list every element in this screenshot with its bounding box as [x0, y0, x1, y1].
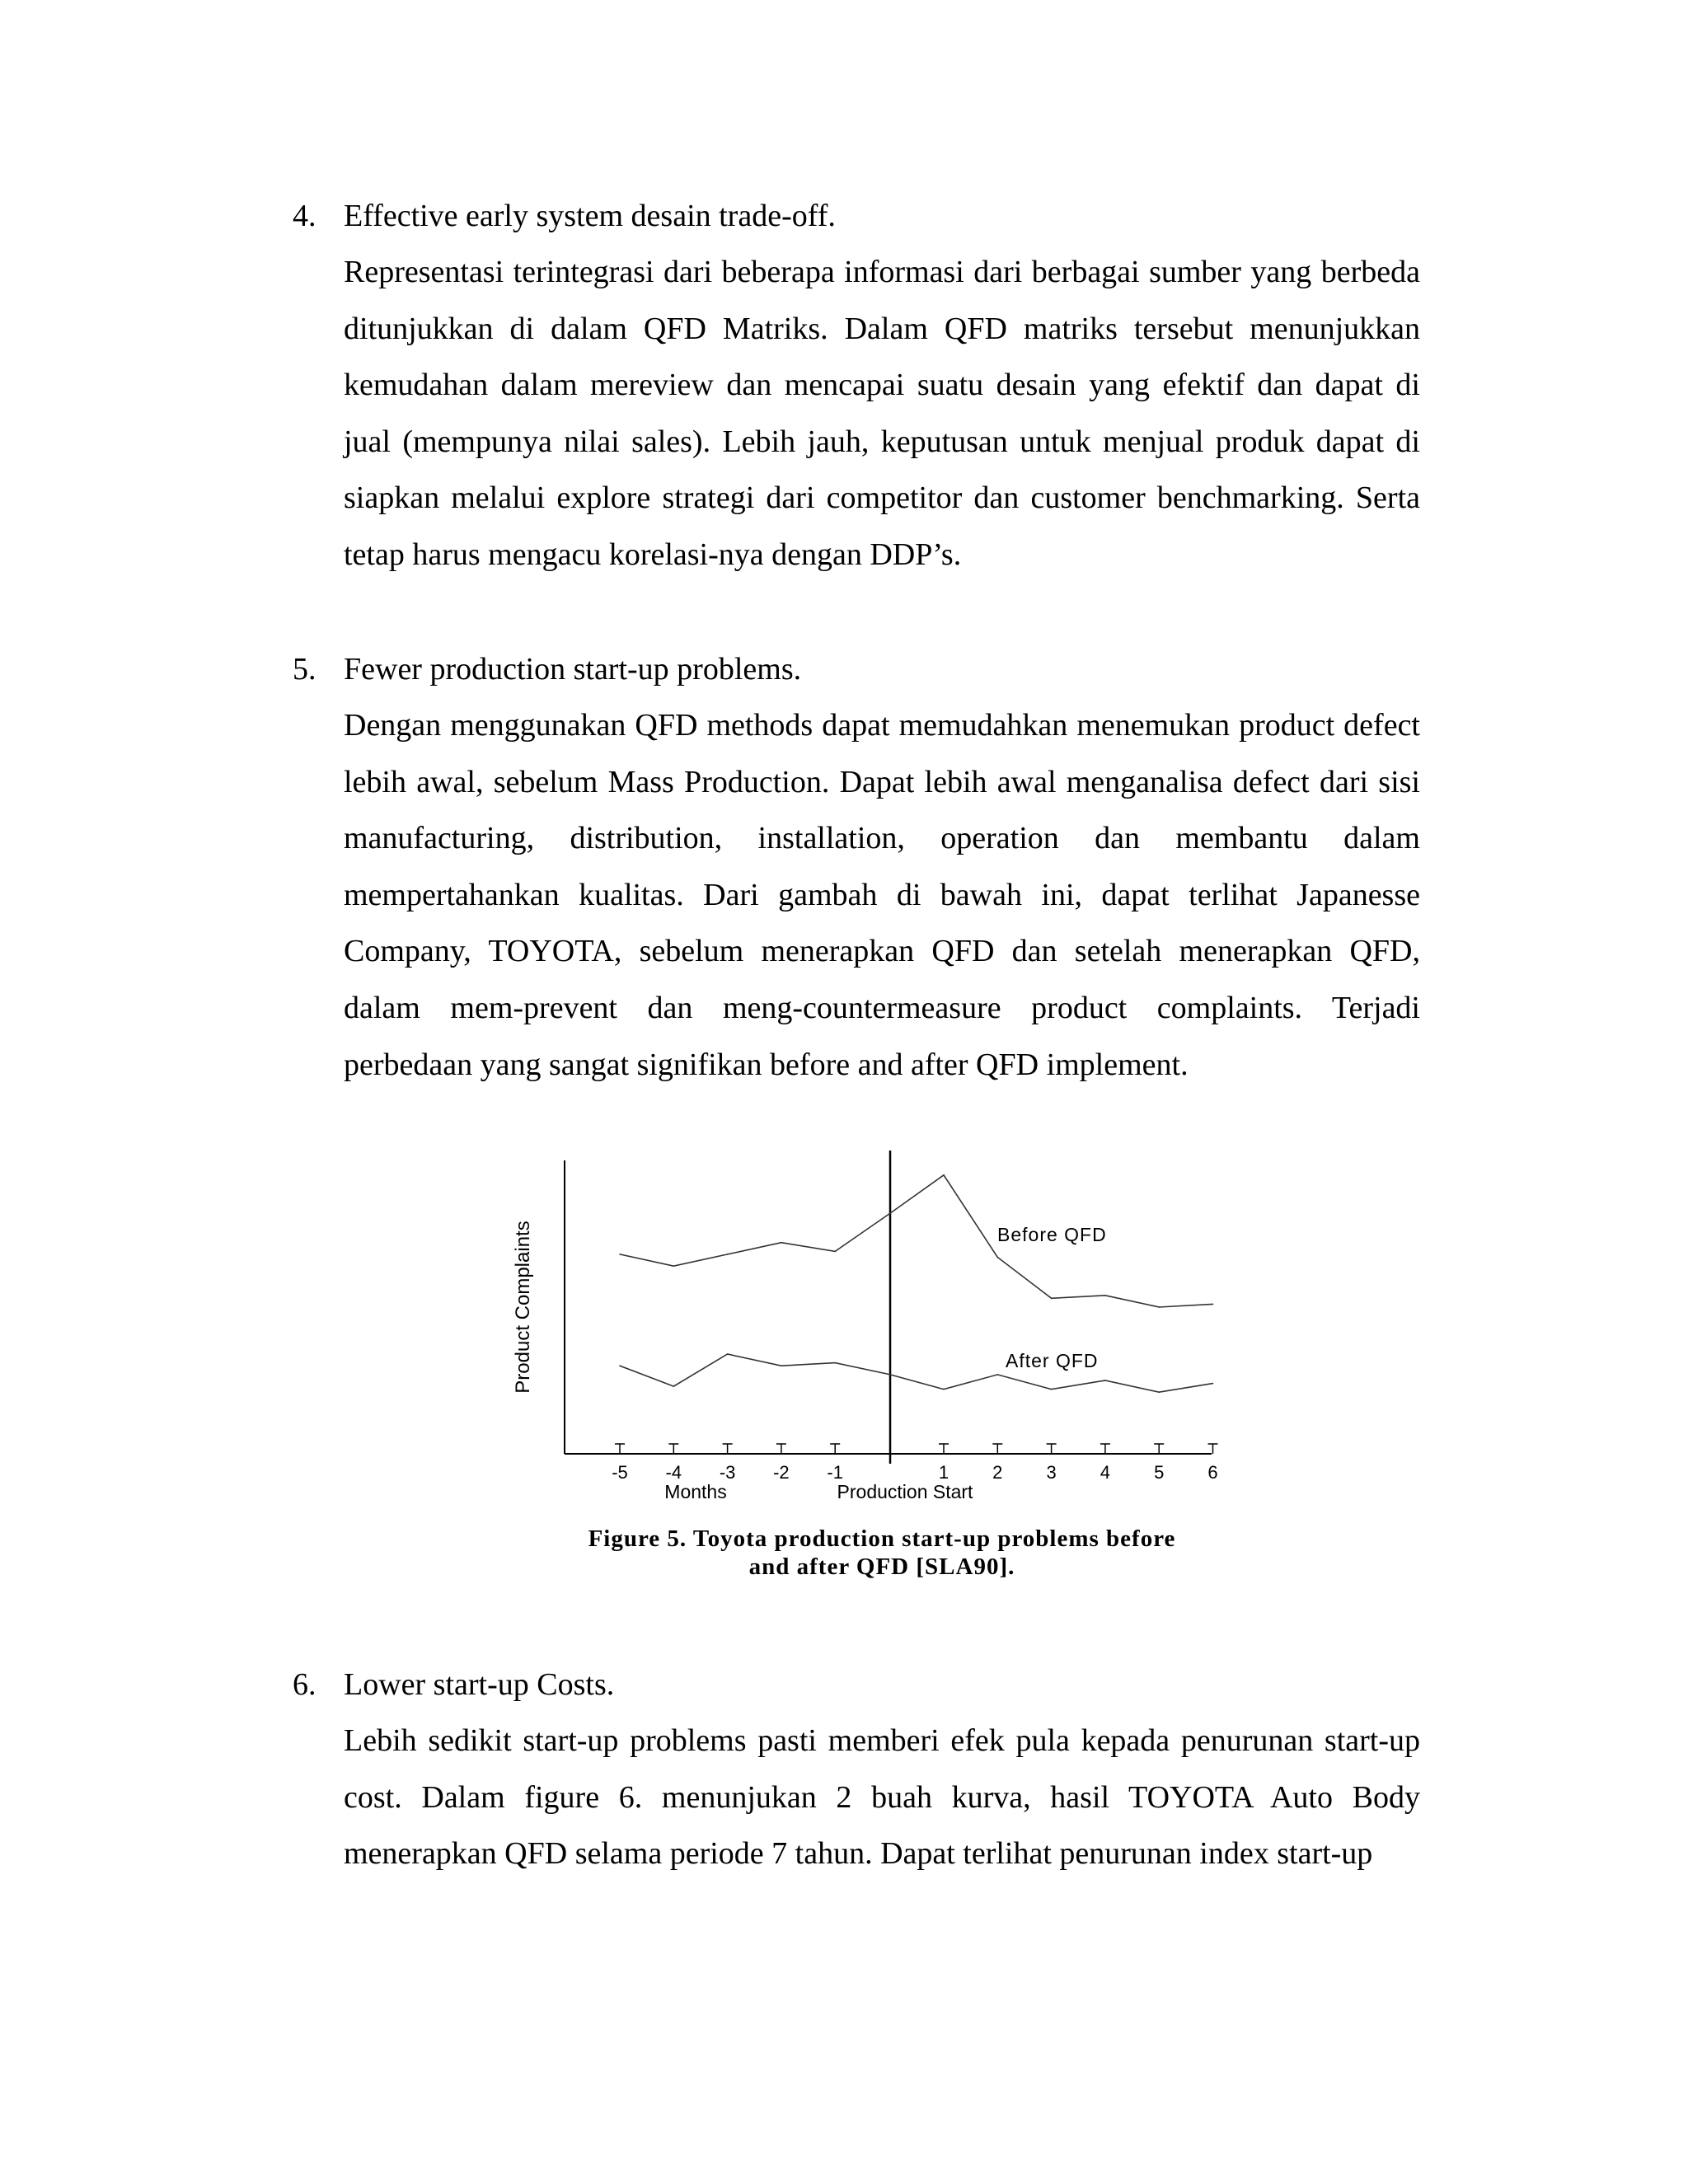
- caption-line-2: and after QFD [SLA90].: [748, 1554, 1015, 1580]
- x-tick-label: 2: [992, 1462, 1003, 1483]
- data-point: [781, 1242, 782, 1244]
- item-title: Lower start-up Costs.: [344, 1667, 615, 1702]
- x-tick-label: -3: [719, 1462, 736, 1483]
- x-tick-label: 4: [1100, 1462, 1111, 1483]
- x-tick-label: -1: [827, 1462, 843, 1483]
- x-tick-label: -5: [612, 1462, 628, 1483]
- data-point: [727, 1353, 729, 1355]
- x-tick-label: 6: [1207, 1462, 1218, 1483]
- data-point: [1051, 1389, 1053, 1390]
- data-point: [834, 1362, 836, 1364]
- data-point: [619, 1254, 621, 1255]
- item-title: Fewer production start-up problems.: [344, 652, 802, 687]
- data-point: [1104, 1380, 1106, 1381]
- series-label: Before QFD: [997, 1224, 1107, 1245]
- item-number: 4.: [293, 199, 316, 233]
- series-label: After QFD: [1006, 1350, 1099, 1371]
- data-point: [673, 1385, 675, 1387]
- caption-line-1: Figure 5. Toyota production start-up problems before: [588, 1526, 1176, 1552]
- data-point: [1158, 1306, 1160, 1308]
- item-number: 6.: [293, 1667, 316, 1702]
- data-point: [1212, 1383, 1214, 1385]
- x-tick-label: -4: [665, 1462, 682, 1483]
- data-point: [1051, 1298, 1053, 1300]
- data-point: [1104, 1295, 1106, 1296]
- data-point: [943, 1174, 945, 1176]
- data-point: [997, 1374, 999, 1376]
- item-paragraph: Representasi terintegrasi dari beberapa informasi dari berbagai sumber yang berbeda ditunjukkan di dalam QFD Matriks. Dalam QFD matriks tersebut menunjukkan kemudahan dalam mereview dan mencapai suatu desain yang efektif dan dapat di jual (mempunya nilai sales). Lebih jauh, keputusan untuk menjual produk dapat di siapkan melalui explore strategi dari competitor dan customer benchmarking. Serta tetap harus mengacu korelasi-nya dengan DDP’s.: [344, 255, 1420, 572]
- x-tick-label: 3: [1046, 1462, 1057, 1483]
- x-axis-label-months: Months: [664, 1481, 727, 1502]
- data-point: [943, 1389, 945, 1390]
- y-axis-label: Product Complaints: [512, 1221, 534, 1394]
- figure-5: [486, 1146, 1294, 1591]
- figure-caption: [486, 1525, 1278, 1581]
- x-tick-label: 1: [938, 1462, 950, 1483]
- data-point: [1212, 1304, 1214, 1305]
- x-tick-label: 5: [1154, 1462, 1165, 1483]
- data-point: [727, 1254, 729, 1255]
- data-point: [673, 1265, 675, 1267]
- item-paragraph: Dengan menggunakan QFD methods dapat memudahkan menemukan product defect lebih awal, sebelum Mass Production. Dapat lebih awal menganalisa defect dari sisi manufacturing, distribution, installation, operation dan membantu dalam mempertahankan kualitas. Dari gambah di bawah ini, dapat terlihat Japanesse Company, TOYOTA, sebelum menerapkan QFD dan setelah menerapkan QFD, dalam mem-prevent dan meng-countermeasure product complaints. Terjadi perbedaan yang sangat signifikan before and after QFD implement.: [344, 708, 1420, 1082]
- item-number: 5.: [293, 652, 316, 687]
- x-axis-label-production-start: Production Start: [837, 1481, 973, 1502]
- series-line-before-qfd: [620, 1175, 1213, 1307]
- data-point: [619, 1365, 621, 1366]
- data-point: [1158, 1391, 1160, 1393]
- x-tick-label: -2: [773, 1462, 790, 1483]
- data-point: [997, 1257, 999, 1258]
- data-point: [889, 1374, 891, 1376]
- line-chart: [486, 1146, 1278, 1516]
- series-line-after-qfd: [620, 1354, 1213, 1392]
- item-paragraph: Lebih sedikit start-up problems pasti memberi efek pula kepada penurunan start-up cost. Dalam figure 6. menunjukan 2 buah kurva, hasil TOYOTA Auto Body menerapkan QFD selama periode 7 tahun. Dapat terlihat penurunan index start-up: [344, 1723, 1420, 1872]
- item-title: Effective early system desain trade-off.: [344, 199, 836, 233]
- data-point: [889, 1212, 891, 1214]
- data-point: [834, 1251, 836, 1253]
- data-point: [781, 1365, 782, 1366]
